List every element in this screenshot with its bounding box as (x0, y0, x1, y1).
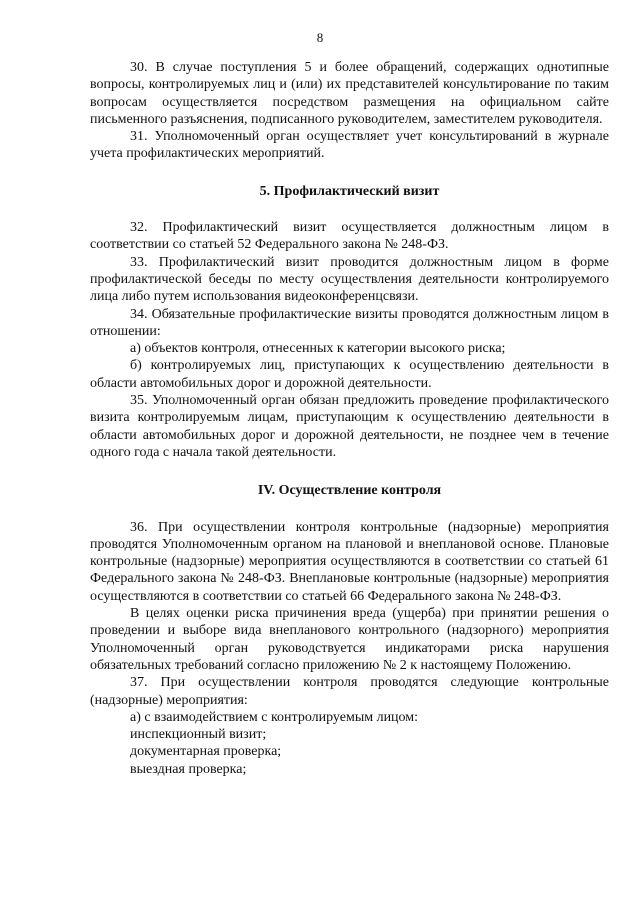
list-item-inspection-visit: инспекционный визит; (130, 727, 267, 743)
paragraph-34-item-a: а) объектов контроля, отнесенных к категории высокого риска; (130, 341, 506, 357)
paragraph-32: 32. Профилактический визит осуществляется должностным лицом в соответствии со статьей 52 Федерального закона № 248-ФЗ. (90, 220, 609, 253)
paragraph-37: 37. При осуществлении контроля проводятся следующие контрольные (надзорные) мероприятия: (90, 675, 609, 708)
list-item-documentary-check: документарная проверка; (130, 744, 282, 760)
list-item-field-check: выездная проверка; (130, 761, 247, 777)
paragraph-34: 34. Обязательные профилактические визиты проводятся должностным лицом в отношении: (90, 306, 609, 339)
section-heading-preventive-visit: 5. Профилактический визит (259, 183, 440, 199)
paragraph-36-risk: В целях оценки риска причинения вреда (ущерба) при принятии решения о проведении и выборе вида внепланового контрольного (надзорного) мероприятия Уполномоченный орган руководствуется индикаторами риска нарушения обязательных требований согласно приложению № 2 к настоящему Положению. (90, 606, 609, 673)
document-body (90, 59, 609, 778)
paragraph-30: 30. В случае поступления 5 и более обращений, содержащих однотипные вопросы, контролируемых лиц и (или) их представителей консультирование по таким вопросам осуществляется посредством размещения на официальном сайте письменного разъяснения, подписанного руководителем, заместителем руководителя. (90, 60, 609, 127)
page-number: 8 (316, 30, 324, 45)
paragraph-37-item-a: а) с взаимодействием с контролируемым лицом: (130, 709, 419, 725)
paragraph-33: 33. Профилактический визит проводится должностным лицом в форме профилактической беседы по месту осуществления деятельности контролируемого лица либо путем использования видеоконференцсвязи. (90, 254, 609, 305)
paragraph-34-item-b: б) контролируемых лиц, приступающих к осуществлению деятельности в области автомобильных дорог и дорожной деятельности. (90, 358, 609, 391)
section-heading-control: IV. Осуществление контроля (257, 483, 442, 499)
paragraph-36: 36. При осуществлении контроля контрольные (надзорные) мероприятия проводятся Уполномоченным органом на плановой и внеплановой основе. Плановые контрольные (надзорные) мероприятия осуществляются в соответствии со статьей 61 Федерального закона № 248-ФЗ. Внеплановые контрольные (надзорные) мероприятия осуществляются в соответствии со статьей 66 Федерального закона № 248-ФЗ. (90, 519, 609, 604)
paragraph-31: 31. Уполномоченный орган осуществляет учет консультирований в журнале учета профилактических мероприятий. (90, 129, 609, 162)
paragraph-35: 35. Уполномоченный орган обязан предложить проведение профилактического визита контролируемым лицам, приступающим к осуществлению деятельности в области автомобильных дорог и дорожной деятельности, не позднее чем в течение одного года с начала такой деятельности. (90, 393, 609, 460)
